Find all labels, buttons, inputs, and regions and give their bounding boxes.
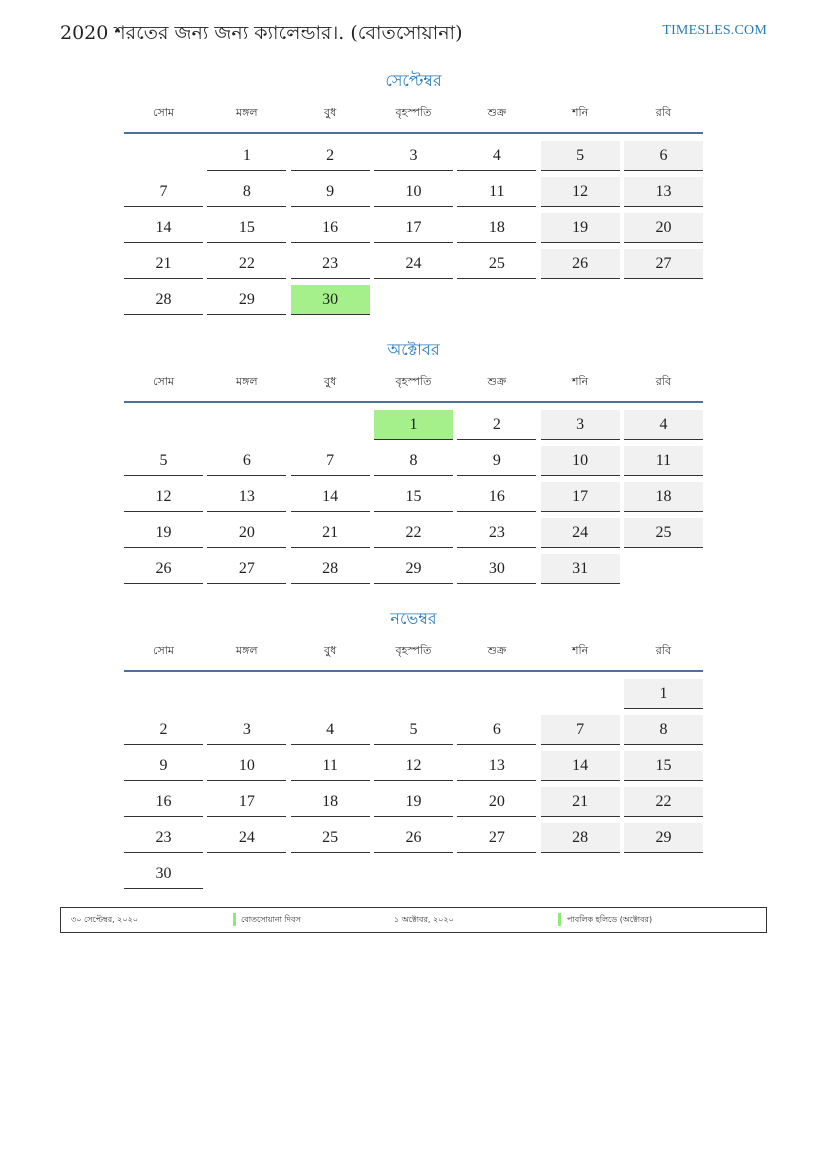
day-cell[interactable]: 2	[457, 410, 536, 440]
weekday-label: সোম	[152, 106, 175, 119]
day-cell[interactable]: 17	[207, 787, 286, 817]
day-cell[interactable]: 14	[291, 482, 370, 512]
empty-cell	[541, 679, 620, 709]
day-cell[interactable]: 13	[207, 482, 286, 512]
empty-cell	[624, 285, 703, 315]
legend-date: ১ অক্টোবর, ২০২০	[394, 915, 454, 924]
day-cell[interactable]: 17	[374, 213, 453, 243]
day-cell[interactable]: 13	[624, 177, 703, 207]
empty-cell	[291, 859, 370, 889]
day-cell[interactable]: 26	[124, 554, 203, 584]
day-cell[interactable]: 1	[624, 679, 703, 709]
day-cell[interactable]: 8	[374, 446, 453, 476]
day-cell[interactable]: 28	[124, 285, 203, 315]
day-cell[interactable]: 28	[541, 823, 620, 853]
day-cell[interactable]: 19	[374, 787, 453, 817]
empty-cell	[124, 410, 203, 440]
day-cell[interactable]: 23	[291, 249, 370, 279]
day-cell[interactable]: 7	[541, 715, 620, 745]
month-title: অক্টোবর	[387, 340, 440, 359]
day-cell[interactable]: 8	[624, 715, 703, 745]
weekday-label: মঙ্গল	[236, 375, 258, 388]
day-cell[interactable]: 16	[291, 213, 370, 243]
weekday-label: বুধ	[324, 106, 337, 119]
day-cell[interactable]: 13	[457, 751, 536, 781]
day-cell[interactable]: 26	[541, 249, 620, 279]
day-cell[interactable]: 5	[541, 141, 620, 171]
day-cell[interactable]: 3	[541, 410, 620, 440]
day-cell[interactable]: 25	[624, 518, 703, 548]
day-cell[interactable]: 15	[207, 213, 286, 243]
empty-cell	[541, 285, 620, 315]
day-cell[interactable]: 7	[291, 446, 370, 476]
day-cell[interactable]: 11	[624, 446, 703, 476]
day-cell[interactable]: 10	[541, 446, 620, 476]
weekday-label: সোম	[152, 644, 175, 657]
empty-cell	[624, 554, 703, 584]
week-row	[124, 405, 703, 441]
month-block	[124, 70, 703, 316]
day-cell[interactable]: 6	[624, 141, 703, 171]
week-row	[124, 136, 703, 172]
week-row	[124, 208, 703, 244]
day-cell[interactable]: 22	[374, 518, 453, 548]
empty-cell	[374, 859, 453, 889]
day-cell[interactable]: 14	[124, 213, 203, 243]
weekday-label: বৃহস্পতি	[395, 375, 432, 388]
week-row	[124, 172, 703, 208]
day-cell[interactable]: 16	[124, 787, 203, 817]
day-cell[interactable]: 3	[374, 141, 453, 171]
day-cell[interactable]: 12	[124, 482, 203, 512]
weekday-label: শনি	[572, 644, 589, 657]
weekday-label: মঙ্গল	[236, 644, 258, 657]
week-row	[124, 818, 703, 854]
day-cell[interactable]: 16	[457, 482, 536, 512]
day-cell[interactable]: 3	[207, 715, 286, 745]
day-cell[interactable]: 9	[457, 446, 536, 476]
day-cell[interactable]: 10	[374, 177, 453, 207]
day-cell[interactable]: 27	[624, 249, 703, 279]
empty-cell	[624, 859, 703, 889]
day-cell[interactable]: 20	[457, 787, 536, 817]
day-cell[interactable]: 24	[541, 518, 620, 548]
day-cell[interactable]: 24	[374, 249, 453, 279]
holiday-legend	[60, 907, 767, 933]
weekday-label: শনি	[572, 375, 589, 388]
empty-cell	[207, 859, 286, 889]
legend-color-marker	[558, 913, 561, 926]
month-block	[124, 608, 703, 890]
week-row	[124, 549, 703, 585]
day-cell[interactable]: 20	[207, 518, 286, 548]
legend-date: ৩০ সেপ্টেম্বর, ২০২০	[71, 915, 138, 924]
week-row	[124, 513, 703, 549]
day-cell[interactable]: 26	[374, 823, 453, 853]
empty-cell	[291, 679, 370, 709]
month-title: সেপ্টেম্বর	[385, 71, 442, 90]
day-cell[interactable]: 20	[624, 213, 703, 243]
day-cell[interactable]: 11	[291, 751, 370, 781]
empty-cell	[291, 410, 370, 440]
day-cell[interactable]: 27	[207, 554, 286, 584]
day-cell[interactable]: 18	[457, 213, 536, 243]
day-cell[interactable]: 2	[291, 141, 370, 171]
day-cell[interactable]: 18	[291, 787, 370, 817]
page-title: 2020 শরতের জন্য জন্য ক্যালেন্ডার।. (বোতসোয়ানা)	[60, 22, 463, 44]
weekday-label: বুধ	[324, 375, 337, 388]
weekday-label: মঙ্গল	[236, 106, 258, 119]
day-cell[interactable]: 19	[124, 518, 203, 548]
weekday-header-row	[124, 375, 703, 403]
weekday-label: রবি	[655, 375, 672, 388]
day-cell[interactable]: 25	[457, 249, 536, 279]
empty-cell	[207, 679, 286, 709]
empty-cell	[124, 679, 203, 709]
day-cell[interactable]: 18	[624, 482, 703, 512]
day-cell[interactable]: 22	[624, 787, 703, 817]
weekday-label: শুক্র	[487, 106, 507, 119]
weekday-label: শুক্র	[487, 375, 507, 388]
day-cell[interactable]: 10	[207, 751, 286, 781]
day-cell[interactable]: 21	[124, 249, 203, 279]
day-cell[interactable]: 24	[207, 823, 286, 853]
weekday-label: সোম	[152, 375, 175, 388]
empty-cell	[374, 285, 453, 315]
day-cell[interactable]: 1	[374, 410, 453, 440]
day-cell[interactable]: 4	[624, 410, 703, 440]
day-cell[interactable]: 17	[541, 482, 620, 512]
weekday-label: শনি	[572, 106, 589, 119]
weekday-label: বৃহস্পতি	[395, 106, 432, 119]
day-cell[interactable]: 6	[457, 715, 536, 745]
month-title: নভেম্বর	[390, 609, 437, 628]
day-cell[interactable]: 19	[541, 213, 620, 243]
week-row	[124, 710, 703, 746]
week-row	[124, 244, 703, 280]
week-row	[124, 441, 703, 477]
weekday-header-row	[124, 644, 703, 672]
day-cell[interactable]: 4	[291, 715, 370, 745]
empty-cell	[457, 285, 536, 315]
day-cell[interactable]: 14	[541, 751, 620, 781]
day-cell[interactable]: 9	[124, 751, 203, 781]
day-cell[interactable]: 22	[207, 249, 286, 279]
empty-cell	[457, 859, 536, 889]
day-cell[interactable]: 29	[207, 285, 286, 315]
day-cell[interactable]: 15	[374, 482, 453, 512]
weekday-label: বৃহস্পতি	[395, 644, 432, 657]
day-cell[interactable]: 7	[124, 177, 203, 207]
weekday-label: শুক্র	[487, 644, 507, 657]
week-row	[124, 280, 703, 316]
day-cell[interactable]: 30	[124, 859, 203, 889]
empty-cell	[541, 859, 620, 889]
site-link[interactable]: TIMESLES.COM	[662, 23, 767, 38]
legend-color-marker	[233, 913, 236, 926]
day-cell[interactable]: 15	[624, 751, 703, 781]
day-cell[interactable]: 6	[207, 446, 286, 476]
legend-holiday-name: বোতসোয়ানা দিবস	[241, 915, 301, 924]
day-cell[interactable]: 12	[541, 177, 620, 207]
weekday-label: বুধ	[324, 644, 337, 657]
week-row	[124, 854, 703, 890]
week-row	[124, 746, 703, 782]
day-cell[interactable]: 21	[541, 787, 620, 817]
day-cell[interactable]: 5	[374, 715, 453, 745]
day-cell[interactable]: 25	[291, 823, 370, 853]
day-cell[interactable]: 28	[291, 554, 370, 584]
day-cell[interactable]: 29	[624, 823, 703, 853]
day-cell[interactable]: 23	[124, 823, 203, 853]
weekday-label: রবি	[655, 106, 672, 119]
weekday-label: রবি	[655, 644, 672, 657]
week-row	[124, 477, 703, 513]
weekday-header-row	[124, 106, 703, 134]
day-cell[interactable]: 11	[457, 177, 536, 207]
week-row	[124, 782, 703, 818]
day-cell[interactable]: 2	[124, 715, 203, 745]
day-cell[interactable]: 1	[207, 141, 286, 171]
month-block	[124, 339, 703, 585]
week-row	[124, 674, 703, 710]
day-cell[interactable]: 29	[374, 554, 453, 584]
empty-cell	[457, 679, 536, 709]
day-cell[interactable]: 8	[207, 177, 286, 207]
empty-cell	[124, 141, 203, 171]
day-cell[interactable]: 12	[374, 751, 453, 781]
day-cell[interactable]: 31	[541, 554, 620, 584]
day-cell[interactable]: 30	[457, 554, 536, 584]
day-cell[interactable]: 9	[291, 177, 370, 207]
legend-holiday-name: পাবলিক হলিডে (অক্টোবর)	[567, 915, 653, 924]
day-cell[interactable]: 5	[124, 446, 203, 476]
empty-cell	[207, 410, 286, 440]
day-cell[interactable]: 30	[291, 285, 370, 315]
day-cell[interactable]: 23	[457, 518, 536, 548]
day-cell[interactable]: 21	[291, 518, 370, 548]
day-cell[interactable]: 4	[457, 141, 536, 171]
day-cell[interactable]: 27	[457, 823, 536, 853]
empty-cell	[374, 679, 453, 709]
